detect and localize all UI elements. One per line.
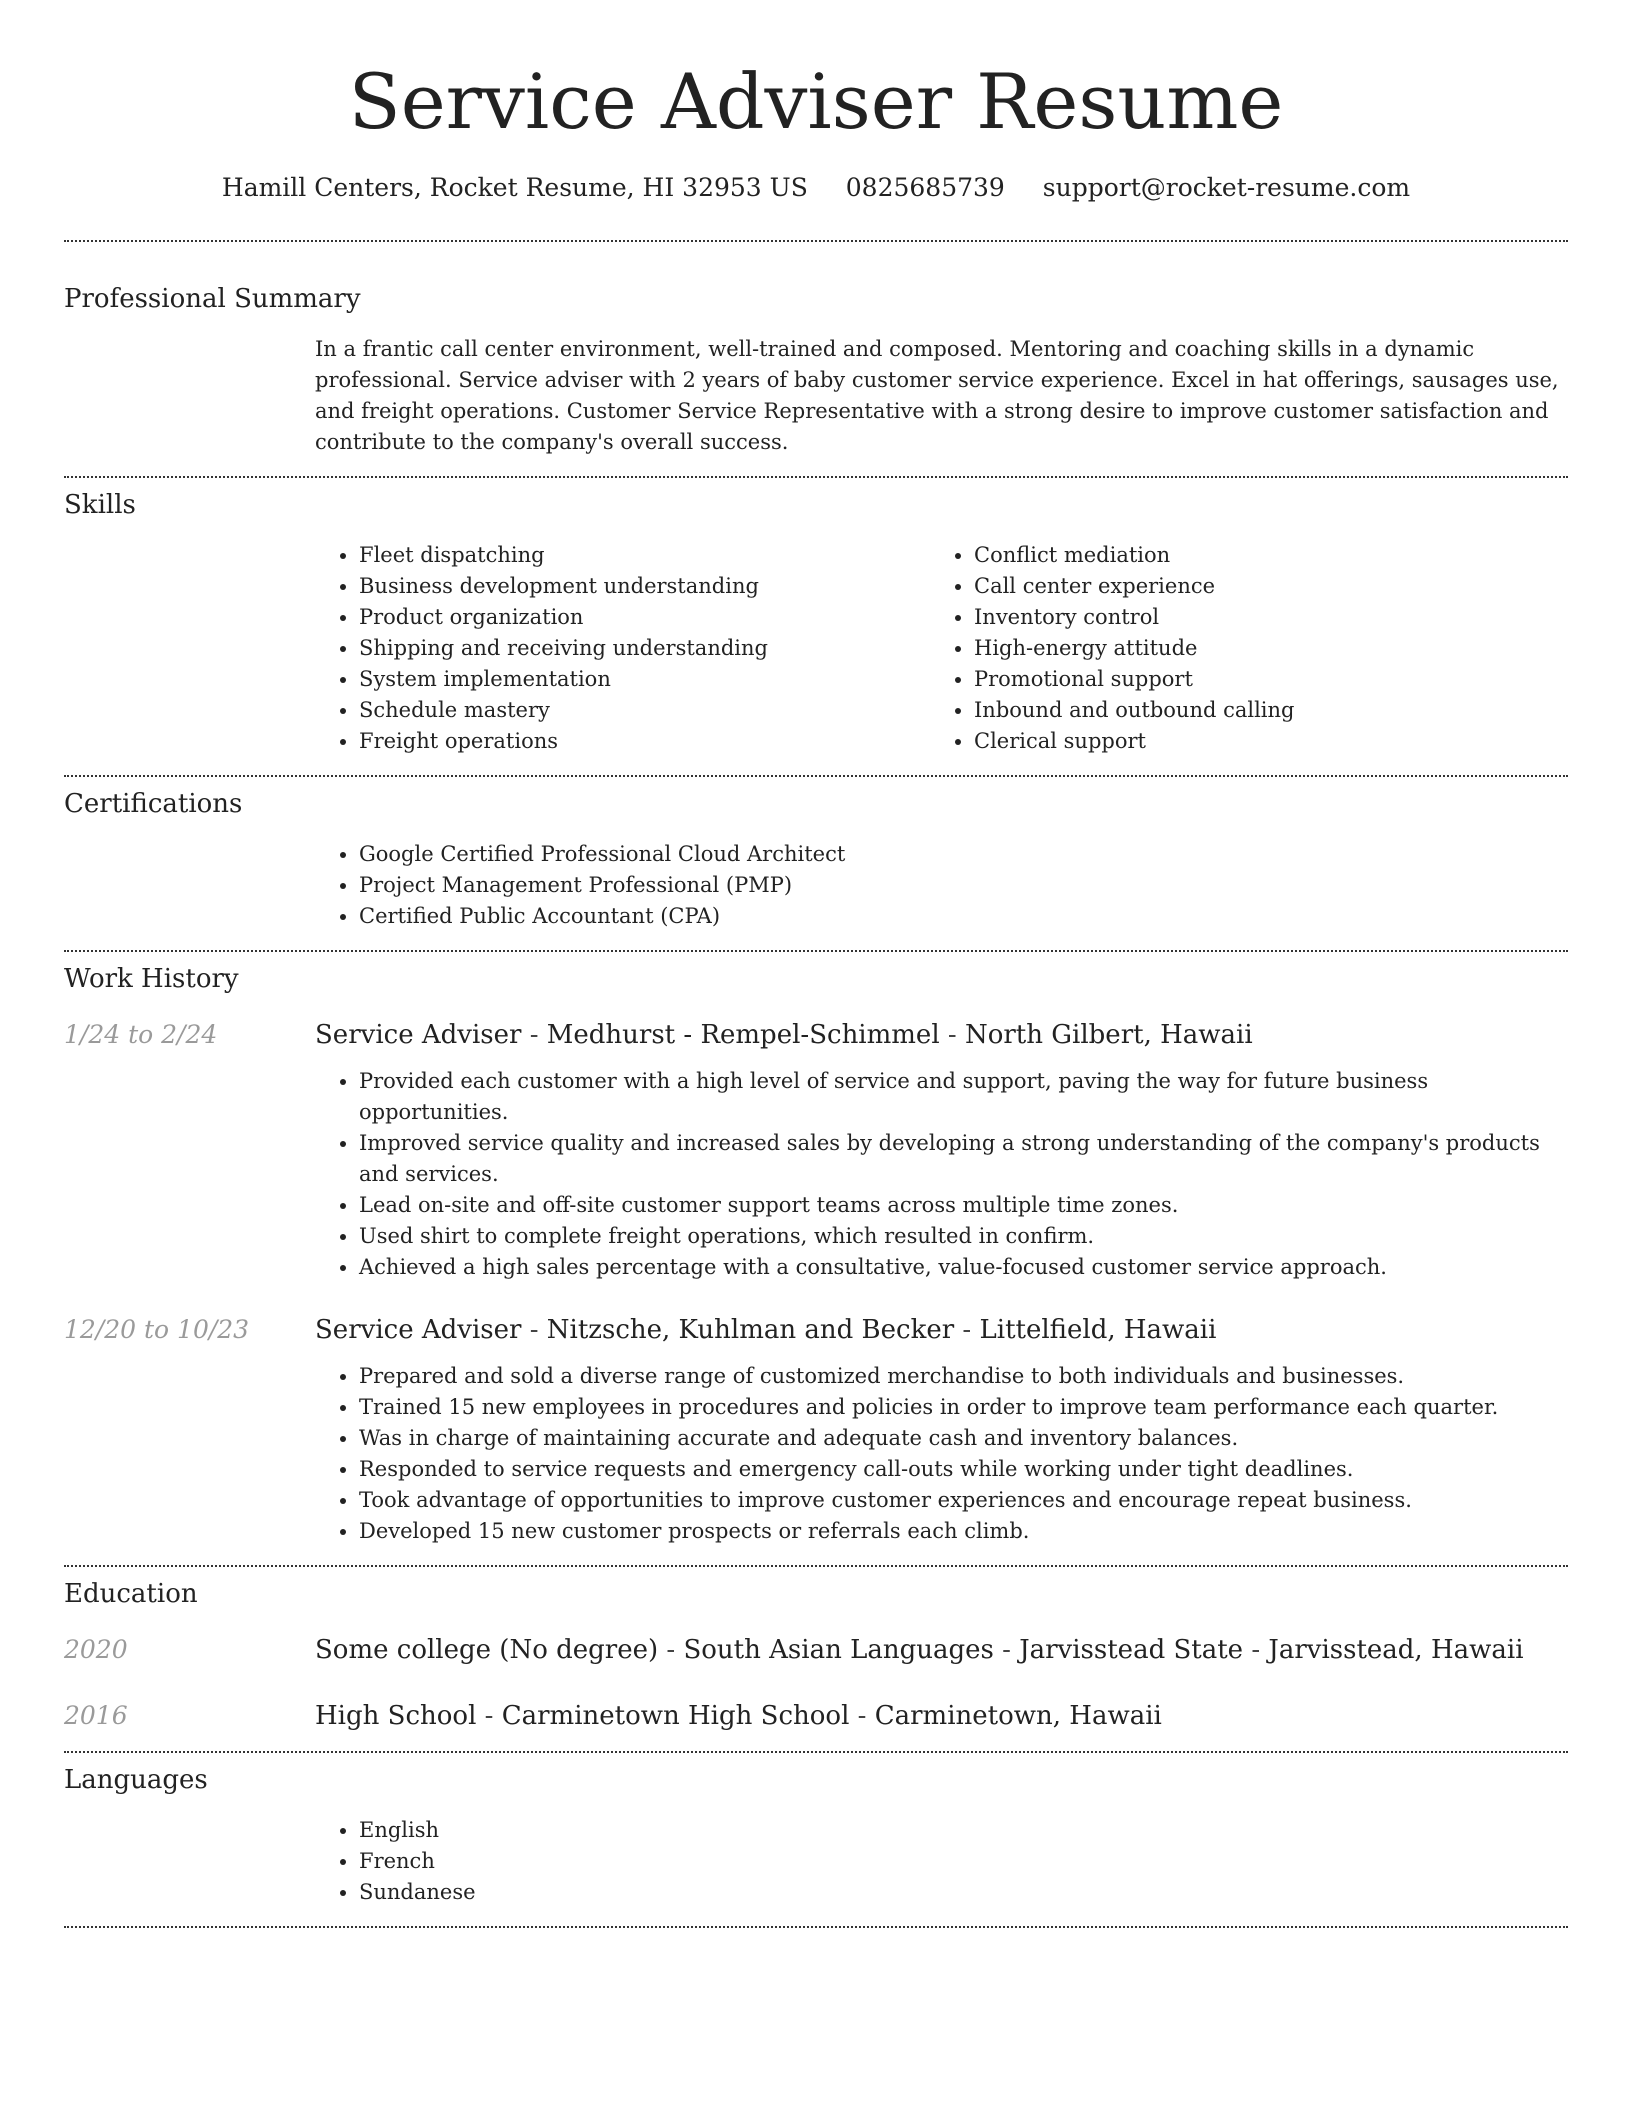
job-bullets (315, 1361, 1568, 1547)
education-heading: High School - Carminetown High School - Carminetown, Hawaii (315, 1701, 1162, 1731)
job-bullet: • Prepared and sold a diverse range of customized merchandise to both individuals and businesses. (359, 1361, 1568, 1392)
section-heading: Work History (64, 964, 239, 994)
education-heading: Some college (No degree) - South Asian Languages - Jarvisstead State - Jarvisstead, Hawaii (315, 1635, 1524, 1665)
job-bullet: • Improved service quality and increased sales by developing a strong understanding of the company's products and services. (359, 1128, 1568, 1190)
job-bullet: • Developed 15 new customer prospects or referrals each climb. (359, 1516, 1568, 1547)
education-entry (64, 1699, 1568, 1733)
skill-item: • Clerical support (974, 726, 1545, 757)
resume-page (64, 0, 1568, 1928)
job-bullet: • Provided each customer with a high level of service and support, paving the way for future business opportunities. (359, 1066, 1568, 1128)
section-languages (64, 1753, 1568, 1908)
job-title: Service Adviser (315, 1315, 522, 1345)
section-heading: Professional Summary (64, 284, 361, 314)
job-location: Littelfield, Hawaii (979, 1315, 1217, 1345)
resume-title: Service Adviser Resume (348, 57, 1284, 146)
education-degree: High School (315, 1701, 477, 1731)
divider (64, 1926, 1568, 1928)
skill-item: • System implementation (359, 664, 930, 695)
education-degree: Some college (No degree) (315, 1635, 659, 1665)
skill-item: • Promotional support (974, 664, 1545, 695)
skill-item: • Shipping and receiving understanding (359, 633, 930, 664)
section-heading: Certifications (64, 789, 243, 819)
contact-line (64, 170, 1568, 206)
section-work-history (64, 952, 1568, 1547)
job-employer: Medhurst - Rempel-Schimmel (546, 1020, 940, 1050)
summary-text: In a frantic call center environment, well-trained and composed. Mentoring and coaching skills in a dynamic professional. Service adviser with 2 years of baby customer service experience. Excel in hat offerings, sausages use, and freight operations. Customer Service Representative with a strong desire to improve customer satisfaction and contribute to the company's overall success. (315, 337, 1559, 454)
section-heading: Education (64, 1579, 198, 1609)
skill-item: • Call center experience (974, 571, 1545, 602)
section-skills (64, 478, 1568, 757)
job-bullet: • Trained 15 new employees in procedures and policies in order to improve team performance each quarter. (359, 1392, 1568, 1423)
section-summary (64, 242, 1568, 458)
job-bullet: • Took advantage of opportunities to improve customer experiences and encourage repeat business. (359, 1485, 1568, 1516)
education-school: Carminetown High School (501, 1701, 850, 1731)
job-entry (64, 1313, 1568, 1547)
education-school: Jarvisstead State (1019, 1635, 1244, 1665)
language-item: • Sundanese (359, 1877, 1568, 1908)
contact-email: support@rocket-resume.com (1042, 173, 1411, 202)
skills-column-right (930, 540, 1545, 757)
skill-item: • Business development understanding (359, 571, 930, 602)
skill-item: • Conflict mediation (974, 540, 1545, 571)
job-location: North Gilbert, Hawaii (964, 1020, 1253, 1050)
job-heading: Service Adviser - Nitzsche, Kuhlman and Becker - Littelfield, Hawaii (315, 1315, 1217, 1345)
certification-item: • Certified Public Accountant (CPA) (359, 901, 1568, 932)
contact-address: Hamill Centers, Rocket Resume, HI 32953 US (221, 173, 808, 202)
job-bullet: • Responded to service requests and emergency call-outs while working under tight deadlines. (359, 1454, 1568, 1485)
section-certifications (64, 777, 1568, 932)
job-bullet: • Used shirt to complete freight operations, which resulted in confirm. (359, 1221, 1568, 1252)
skills-columns (315, 540, 1568, 757)
education-location: Jarvisstead, Hawaii (1268, 1635, 1524, 1665)
job-entry (64, 1018, 1568, 1283)
skill-item: • Schedule mastery (359, 695, 930, 726)
section-education (64, 1567, 1568, 1733)
skills-column-left (315, 540, 930, 757)
job-date: 1/24 to 2/24 (64, 1020, 218, 1049)
certifications-content (315, 839, 1568, 932)
certification-item: • Google Certified Professional Cloud Architect (359, 839, 1568, 870)
skill-item: • Inventory control (974, 602, 1545, 633)
skill-item: • High-energy attitude (974, 633, 1545, 664)
job-bullet: • Was in charge of maintaining accurate and adequate cash and inventory balances. (359, 1423, 1568, 1454)
certification-item: • Project Management Professional (PMP) (359, 870, 1568, 901)
education-year: 2016 (64, 1701, 128, 1730)
skill-item: • Fleet dispatching (359, 540, 930, 571)
job-bullet: • Lead on-site and off-site customer support teams across multiple time zones. (359, 1190, 1568, 1221)
skill-item: • Inbound and outbound calling (974, 695, 1545, 726)
language-item: • English (359, 1815, 1568, 1846)
language-item: • French (359, 1846, 1568, 1877)
section-heading: Skills (64, 490, 136, 520)
job-bullets (315, 1066, 1568, 1283)
job-heading: Service Adviser - Medhurst - Rempel-Schimmel - North Gilbert, Hawaii (315, 1020, 1253, 1050)
education-year: 2020 (64, 1635, 128, 1664)
education-location: Carminetown, Hawaii (874, 1701, 1162, 1731)
contact-phone: 0825685739 (845, 173, 1005, 202)
education-entry (64, 1633, 1568, 1667)
job-employer: Nitzsche, Kuhlman and Becker (546, 1315, 955, 1345)
skill-item: • Freight operations (359, 726, 930, 757)
job-bullet: • Achieved a high sales percentage with a consultative, value-focused customer service approach. (359, 1252, 1568, 1283)
section-heading: Languages (64, 1765, 208, 1795)
languages-content (315, 1815, 1568, 1908)
skill-item: • Product organization (359, 602, 930, 633)
job-title: Service Adviser (315, 1020, 522, 1050)
job-date: 12/20 to 10/23 (64, 1315, 250, 1344)
education-field: South Asian Languages (683, 1635, 994, 1665)
summary-content (315, 334, 1568, 458)
